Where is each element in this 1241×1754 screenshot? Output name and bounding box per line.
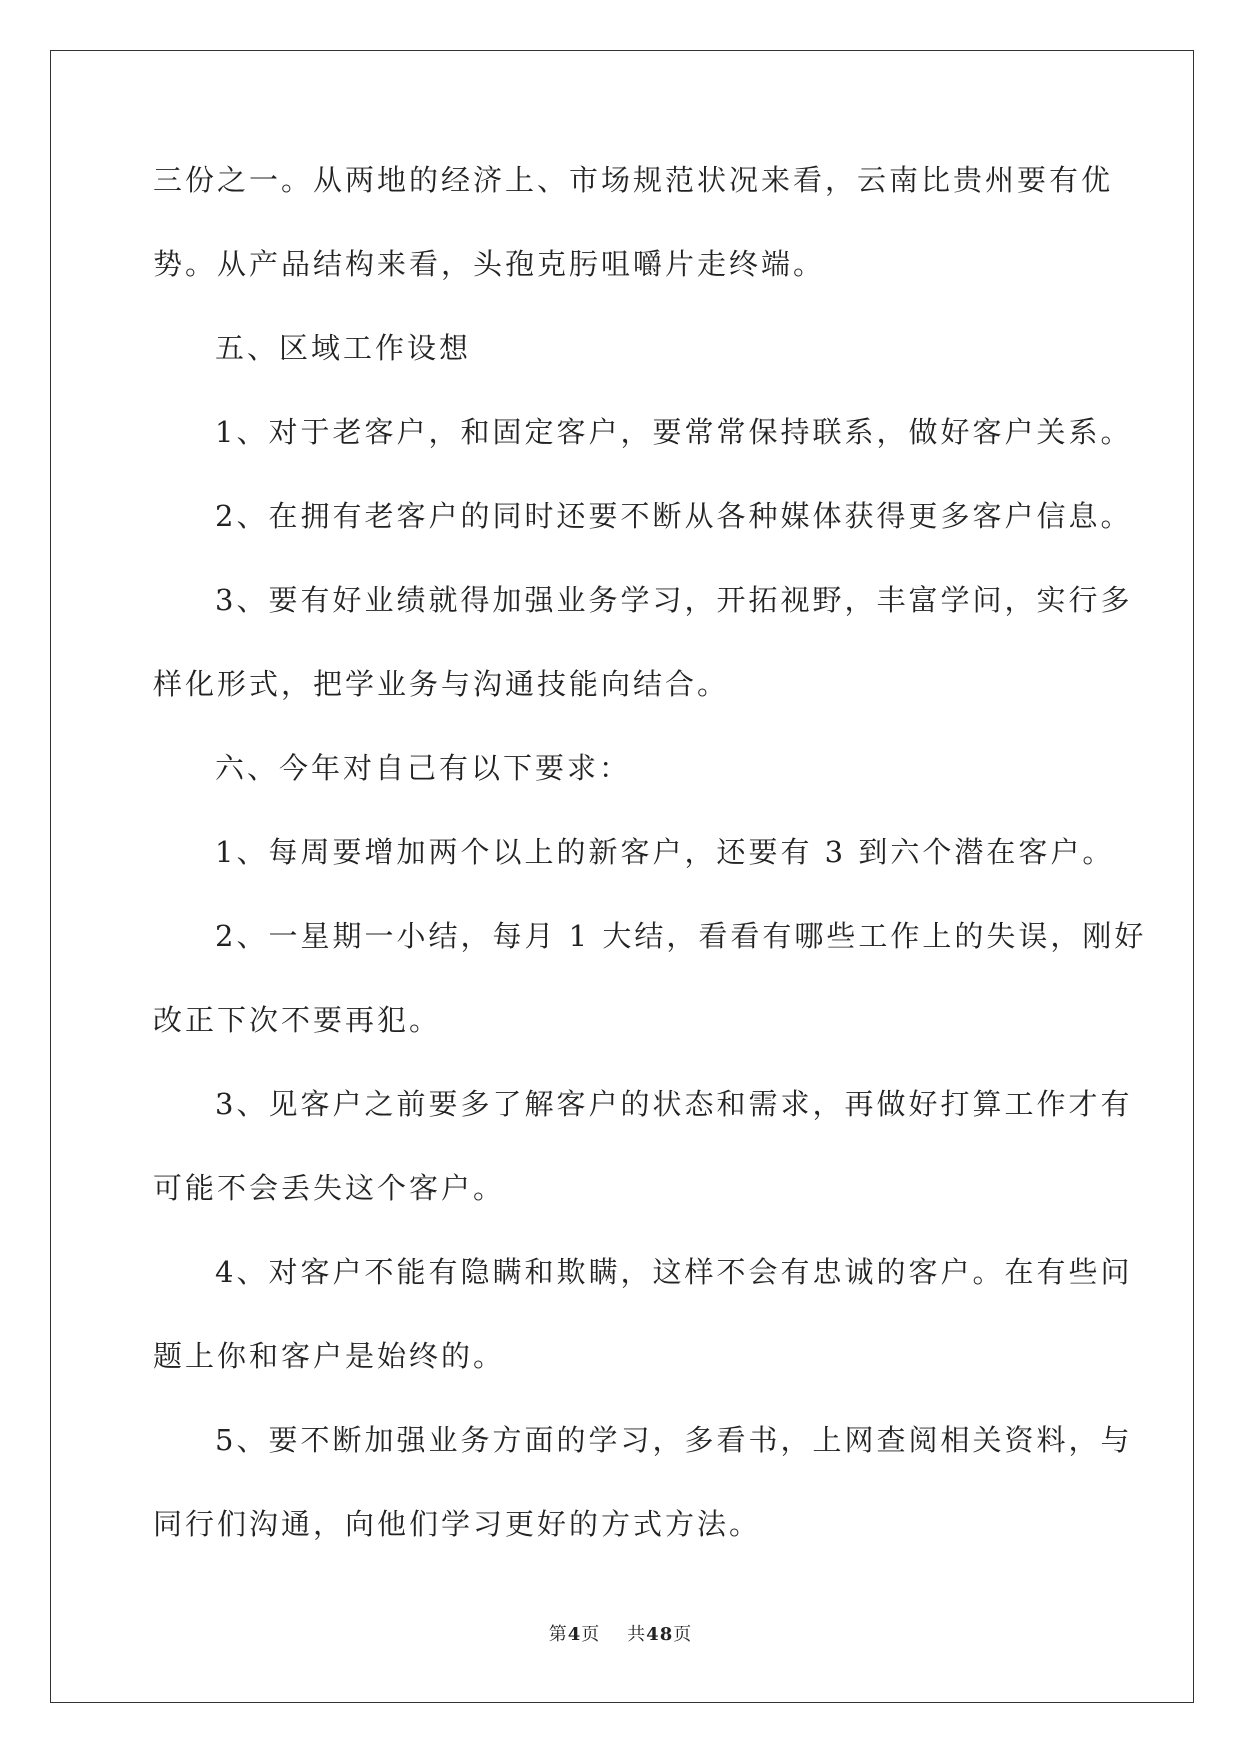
total-suffix: 页 <box>673 1624 693 1645</box>
list-item: 5、要不断加强业务方面的学习，多看书，上网查阅相关资料，与 <box>215 1423 1133 1457</box>
total-pages: 48 <box>646 1624 674 1645</box>
list-item: 1、每周要增加两个以上的新客户，还要有 3 到六个潜在客户。 <box>215 835 1115 869</box>
list-item-continuation: 样化形式，把学业务与沟通技能向结合。 <box>153 667 730 701</box>
page-prefix: 第 <box>548 1624 568 1645</box>
list-item: 1、对于老客户，和固定客户，要常常保持联系，做好客户关系。 <box>215 415 1133 449</box>
page-number: 4 <box>567 1624 582 1645</box>
page-suffix: 页 <box>581 1624 601 1645</box>
list-item: 2、一星期一小结，每月 1 大结，看看有哪些工作上的失误，刚好 <box>215 919 1147 953</box>
list-item: 3、要有好业绩就得加强业务学习，开拓视野，丰富学问，实行多 <box>215 583 1133 617</box>
section-heading: 五、区域工作设想 <box>215 331 472 365</box>
paragraph-line: 势。从产品结构来看，头孢克肟咀嚼片走终端。 <box>153 247 826 281</box>
page-footer <box>0 1620 1241 1646</box>
list-item: 2、在拥有老客户的同时还要不断从各种媒体获得更多客户信息。 <box>215 499 1133 533</box>
document-body <box>153 160 1147 1588</box>
list-item: 3、见客户之前要多了解客户的状态和需求，再做好打算工作才有 <box>215 1087 1133 1121</box>
list-item: 4、对客户不能有隐瞒和欺瞒，这样不会有忠诚的客户。在有些问 <box>215 1255 1133 1289</box>
list-item-continuation: 可能不会丢失这个客户。 <box>153 1171 506 1205</box>
list-item-continuation: 题上你和客户是始终的。 <box>153 1339 506 1373</box>
list-item-continuation: 改正下次不要再犯。 <box>153 1003 442 1037</box>
section-heading: 六、今年对自己有以下要求： <box>215 751 632 785</box>
paragraph-line: 三份之一。从两地的经济上、市场规范状况来看，云南比贵州要有优 <box>153 163 1114 197</box>
total-prefix: 共 <box>627 1624 647 1645</box>
list-item-continuation: 同行们沟通，向他们学习更好的方式方法。 <box>153 1507 762 1541</box>
